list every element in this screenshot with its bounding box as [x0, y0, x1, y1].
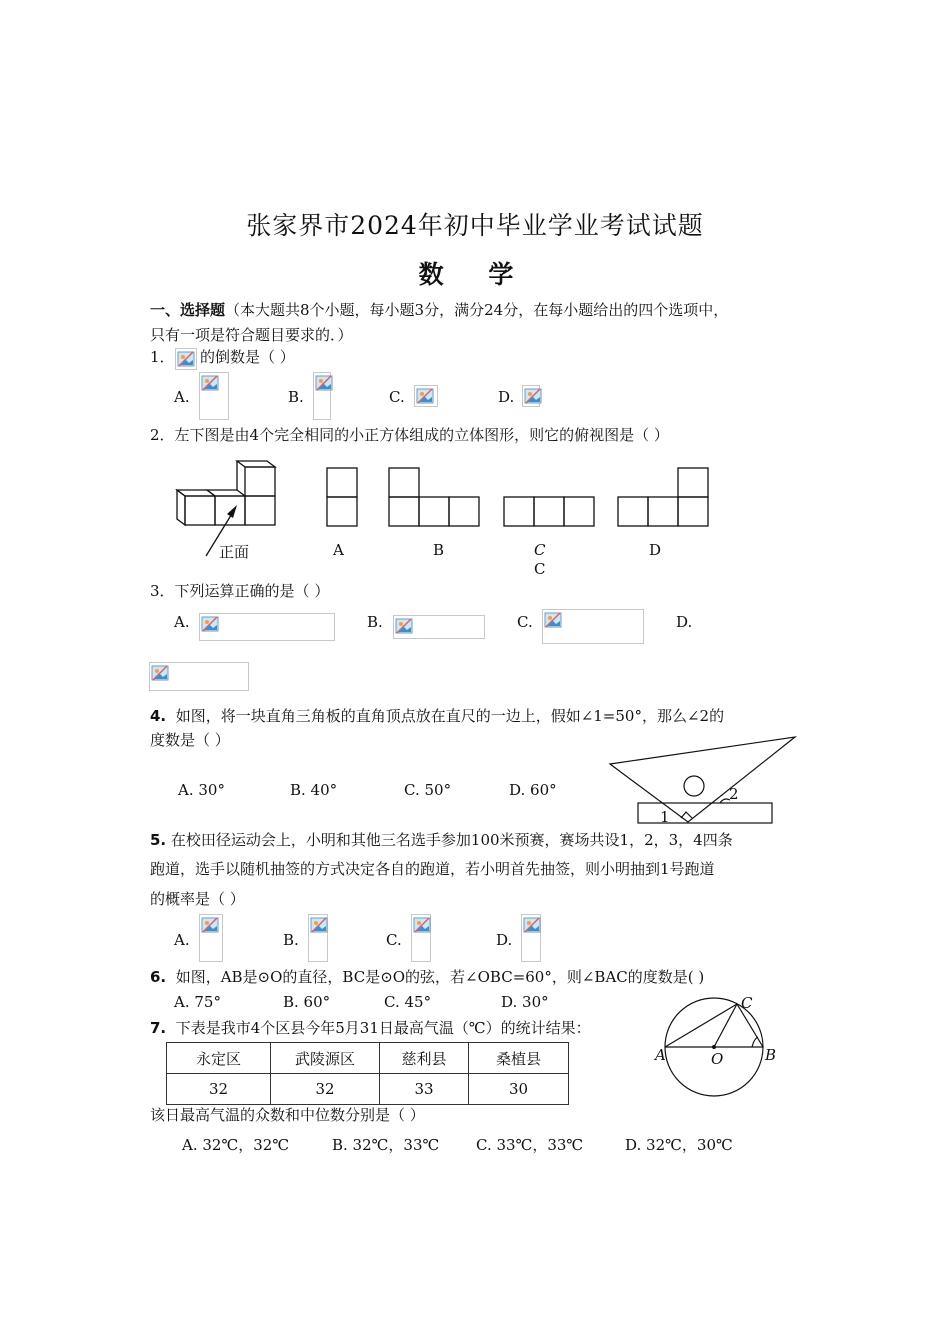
table-row: [167, 1074, 569, 1105]
q4-line2: 度数是（ ）: [150, 731, 230, 749]
table-header-cell: 永定区: [167, 1043, 271, 1074]
q7-option-c: C. 33℃，33℃: [476, 1136, 584, 1154]
section1-desc-line2: 只有一项是符合题目要求的．）: [150, 326, 353, 344]
q3-stem: 3．下列运算正确的是（ ）: [150, 582, 330, 600]
table-header-cell: 慈利县: [380, 1043, 469, 1074]
q6-option-a: A. 75°: [174, 993, 221, 1011]
q6-option-d: D. 30°: [501, 993, 549, 1011]
subject-title: 数 学: [418, 260, 532, 289]
q6-point-c-label: C: [741, 994, 753, 1012]
q6-point-o-label: O: [711, 1050, 724, 1068]
q2-label-a: A: [333, 541, 344, 559]
section1-heading: 一、选择题: [150, 301, 226, 319]
q4-line1: 4. 如图，将一块直角三角板的直角顶点放在直尺的一边上，假如∠1=50°，那么∠2的: [150, 707, 725, 725]
q4-option-d: D. 60°: [509, 781, 557, 799]
q7-option-a: A. 32℃，32℃: [182, 1136, 290, 1154]
q1-option-c-label: C.: [389, 388, 405, 406]
q2-front-label: 正面: [219, 543, 250, 561]
q4-option-b: B. 40°: [290, 781, 338, 799]
q3-option-b-label: B.: [367, 613, 383, 631]
q4-option-c: C. 50°: [404, 781, 452, 799]
q7-stem: 7. 下表是我市4个区县今年5月31日最高气温（℃）的统计结果：: [150, 1019, 591, 1037]
table-cell: 33: [380, 1074, 469, 1105]
q2-label-b: B: [433, 541, 445, 559]
q6-point-b-label: B: [765, 1046, 777, 1064]
q5-option-d-label: D.: [496, 931, 513, 949]
q3-option-c-label: C.: [517, 613, 533, 631]
q6-option-b: B. 60°: [283, 993, 331, 1011]
table-row: [167, 1043, 569, 1074]
q5-line1: 5. 在校田径运动会上，小明和其他三名选手参加100米预赛，赛场共设1，2，3，4四条: [150, 831, 733, 849]
q7-question: 该日最高气温的众数和中位数分别是（ ）: [150, 1106, 425, 1124]
q5-line2: 跑道，选手以随机抽签的方式决定各自的跑道，若小明首先抽签，则小明抽到1号跑道: [150, 860, 715, 878]
table-cell: 32: [167, 1074, 271, 1105]
q2-label-c-duplicate: C: [534, 560, 546, 578]
table-header-cell: 桑植县: [469, 1043, 569, 1074]
q2-label-d: D: [649, 541, 662, 559]
q6-point-a-label: A: [655, 1046, 666, 1064]
q4-angle2-label: 2: [729, 785, 739, 803]
q5-option-c-label: C.: [386, 931, 402, 949]
q6-option-c: C. 45°: [384, 993, 432, 1011]
table-cell: 32: [271, 1074, 380, 1105]
q1-option-b-label: B.: [288, 388, 304, 406]
section1-desc-line1: 一、选择题（本大题共8个小题，每小题3分，满分24分，在每小题给出的四个选项中，: [150, 301, 729, 319]
q4-option-a: A. 30°: [178, 781, 225, 799]
table-cell: 30: [469, 1074, 569, 1105]
q5-option-b-label: B.: [283, 931, 299, 949]
q7-option-d: D. 32℃，30℃: [625, 1136, 733, 1154]
q5-line3: 的概率是（ ）: [150, 890, 245, 908]
q3-option-a-label: A.: [174, 613, 190, 631]
q3-option-d-label: D.: [676, 613, 693, 631]
table-header-cell: 武陵源区: [271, 1043, 380, 1074]
q4-angle1-label: 1: [660, 808, 670, 826]
q1-option-a-label: A.: [174, 388, 190, 406]
q7-temperature-table: [166, 1042, 569, 1105]
q7-option-b: B. 32℃，33℃: [332, 1136, 440, 1154]
q2-stem: 2．左下图是由4个完全相同的小正方体组成的立体图形，则它的俯视图是（ ）: [150, 426, 669, 444]
q1-option-d-label: D.: [498, 388, 515, 406]
q6-stem: 6. 如图，AB是⊙O的直径，BC是⊙O的弦，若∠OBC=60°，则∠BAC的度数是( ): [150, 968, 705, 986]
q5-option-a-label: A.: [174, 931, 190, 949]
exam-title: 张家界市2024年初中毕业学业考试试题: [246, 211, 704, 240]
q2-label-c: C: [534, 541, 546, 559]
q1-stem: 的倒数是（ ）: [200, 348, 295, 366]
q1-number: 1．: [150, 348, 175, 366]
